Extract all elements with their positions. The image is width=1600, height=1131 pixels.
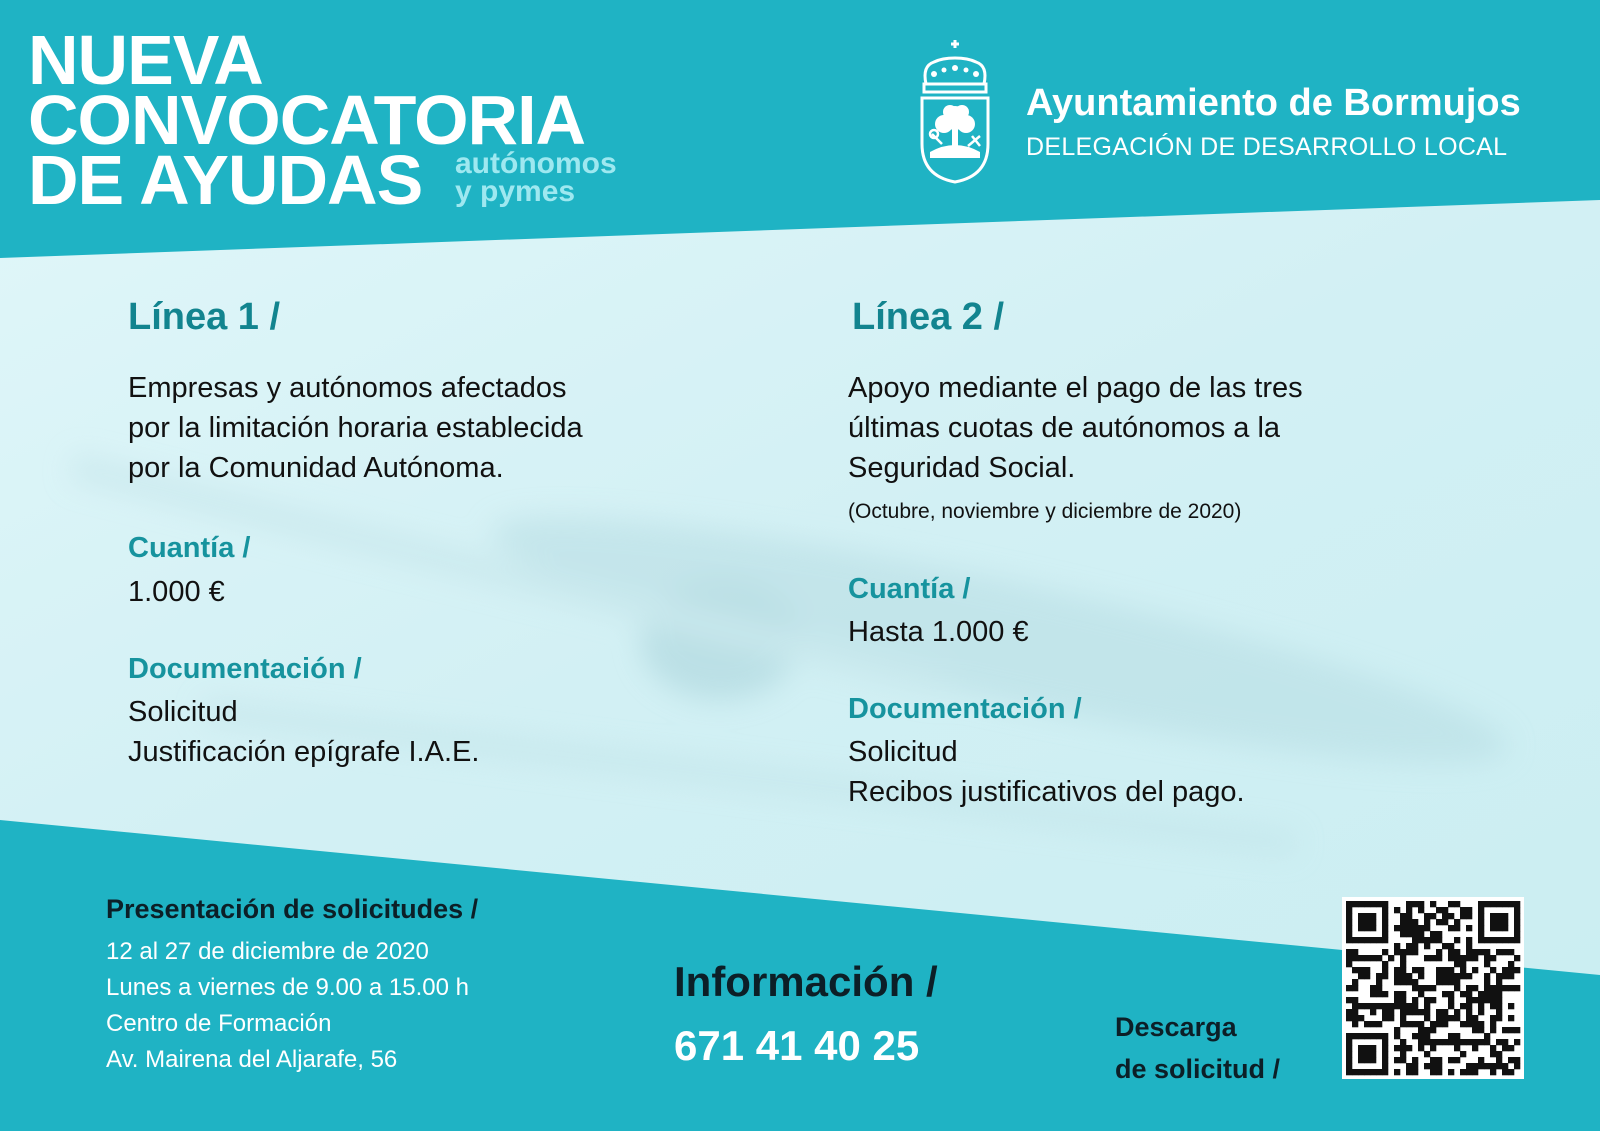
presentation-label: Presentación de solicitudes / xyxy=(106,894,479,924)
download-label-line: de solicitud / xyxy=(1115,1054,1281,1084)
linea2-description xyxy=(848,368,1303,488)
linea1-docs xyxy=(128,692,479,772)
title-line-2: CONVOCATORIA xyxy=(28,81,586,159)
presentation-detail-line: 12 al 27 de diciembre de 2020 xyxy=(106,938,429,965)
download-label xyxy=(1115,1006,1280,1090)
subtitle-line-1: autónomos xyxy=(455,147,617,180)
linea2-doc-item: Solicitud xyxy=(848,736,958,768)
department-name: DELEGACIÓN DE DESARROLLO LOCAL xyxy=(1026,133,1508,161)
linea1-description-line: Empresas y autónomos afectados xyxy=(128,372,567,404)
linea2-docs xyxy=(848,732,1245,812)
linea1-description-line: por la Comunidad Autónoma. xyxy=(128,452,504,484)
linea2-heading: Línea 2 / xyxy=(852,296,1005,338)
presentation-details xyxy=(106,934,469,1078)
presentation-detail-line: Av. Mairena del Aljarafe, 56 xyxy=(106,1046,398,1073)
linea1-description-line: por la limitación horaria establecida xyxy=(128,412,583,444)
linea1-amount-label: Cuantía / xyxy=(128,532,251,564)
linea2-note: (Octubre, noviembre y diciembre de 2020) xyxy=(848,500,1242,523)
info-label: Información / xyxy=(674,958,938,1005)
linea1-amount: 1.000 € xyxy=(128,576,225,608)
download-label-line: Descarga xyxy=(1115,1012,1237,1042)
coat-of-arms-icon xyxy=(912,36,998,186)
organization-name: Ayuntamiento de Bormujos xyxy=(1026,82,1521,124)
linea1-doc-item: Solicitud xyxy=(128,696,238,728)
presentation-detail-line: Centro de Formación xyxy=(106,1010,332,1037)
linea1-docs-label: Documentación / xyxy=(128,653,362,685)
presentation-detail-line: Lunes a viernes de 9.00 a 15.00 h xyxy=(106,974,469,1001)
linea2-doc-item: Recibos justificativos del pago. xyxy=(848,776,1245,808)
subtitle-line-2: y pymes xyxy=(455,175,576,208)
qr-code-icon[interactable] xyxy=(1342,897,1524,1079)
info-phone[interactable]: 671 41 40 25 xyxy=(674,1022,920,1069)
linea2-amount: Hasta 1.000 € xyxy=(848,616,1029,648)
title-line-3: DE AYUDAS xyxy=(28,141,423,219)
linea2-docs-label: Documentación / xyxy=(848,693,1082,725)
linea2-description-line: Seguridad Social. xyxy=(848,452,1076,484)
linea2-amount-label: Cuantía / xyxy=(848,573,971,605)
linea2-description-line: últimas cuotas de autónomos a la xyxy=(848,412,1281,444)
linea2-description-line: Apoyo mediante el pago de las tres xyxy=(848,372,1303,404)
title-line-1: NUEVA xyxy=(28,21,263,99)
linea1-heading: Línea 1 / xyxy=(128,296,281,338)
linea1-description xyxy=(128,368,583,488)
linea1-doc-item: Justificación epígrafe I.A.E. xyxy=(128,736,480,768)
